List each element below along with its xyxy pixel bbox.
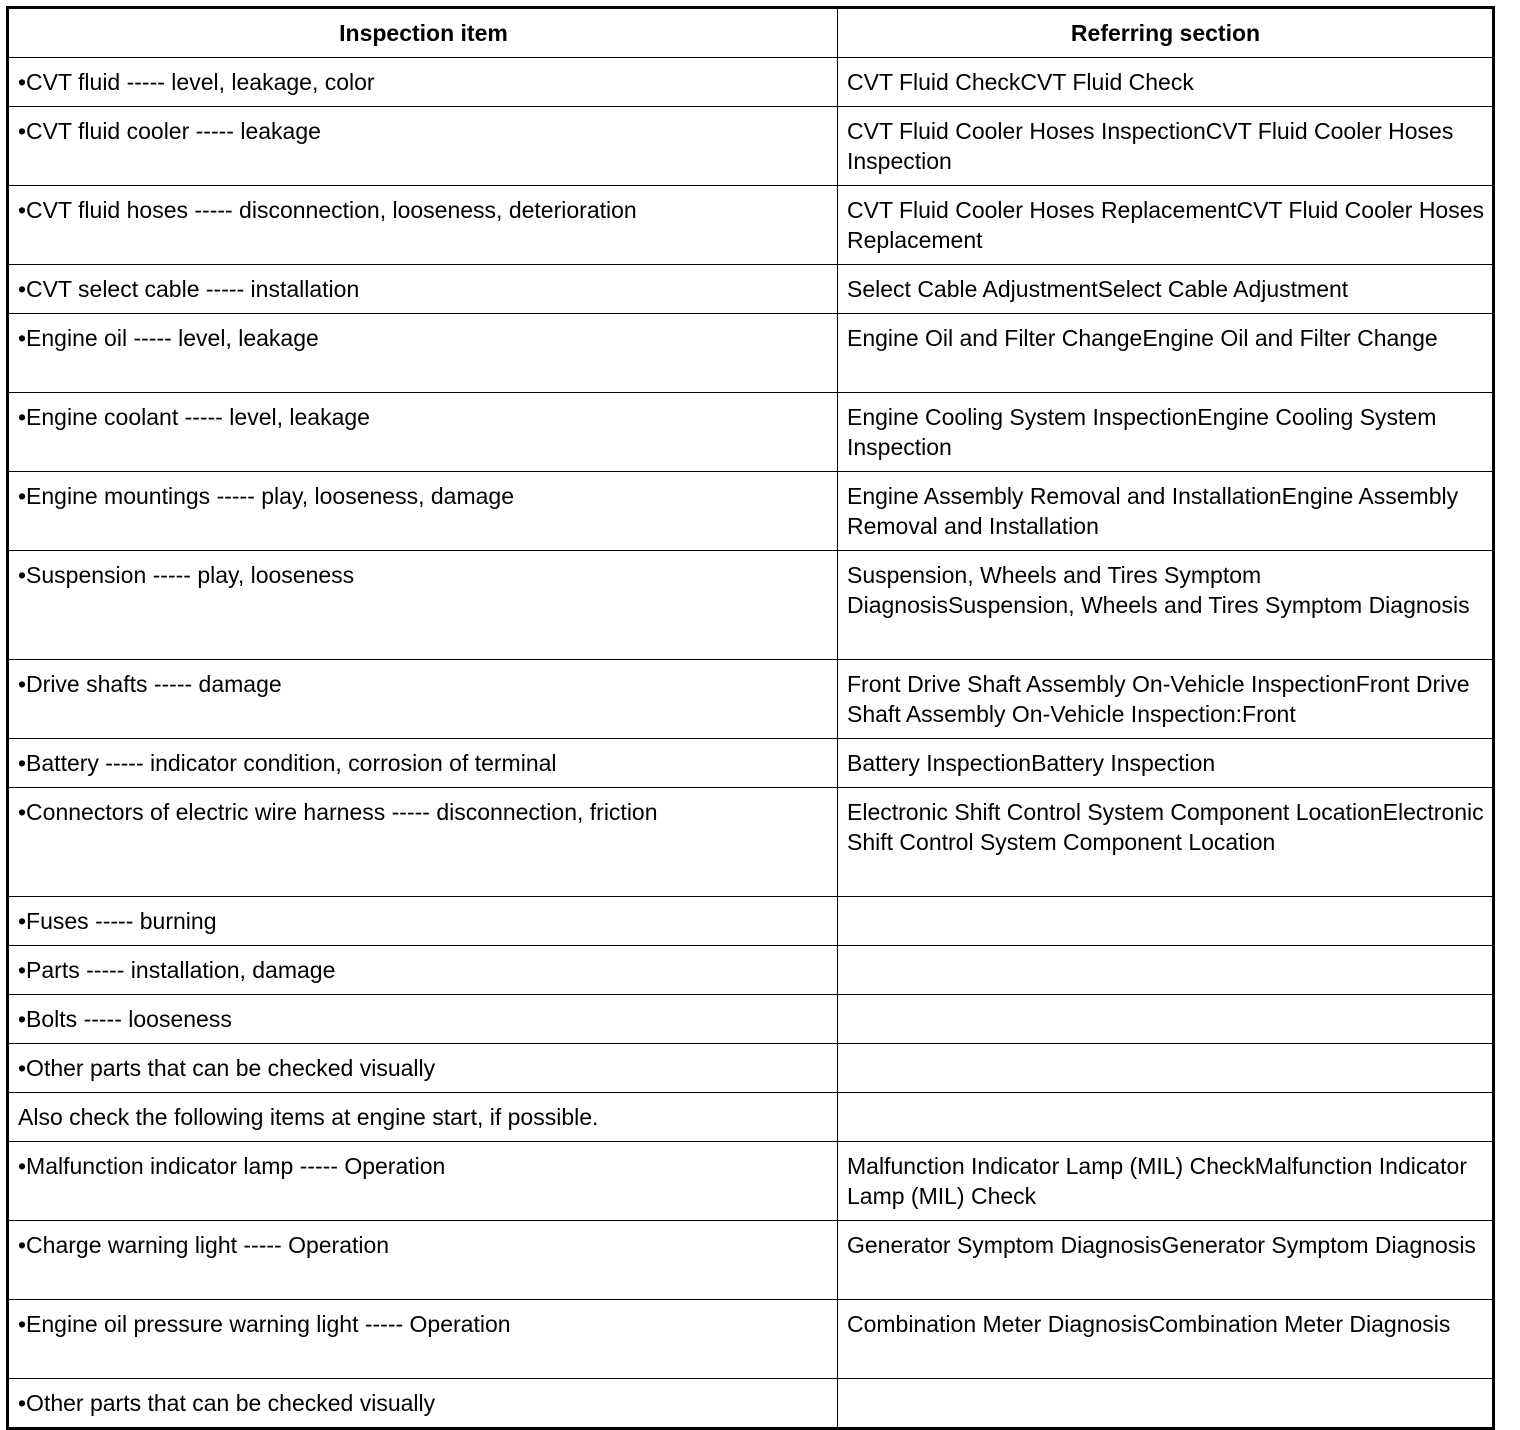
referring-section-cell: Malfunction Indicator Lamp (MIL) CheckMalfunction Indicator Lamp (MIL) Check	[838, 1142, 1494, 1221]
table-row	[8, 393, 1494, 472]
header-referring-section: Referring section	[838, 8, 1494, 58]
table-row	[8, 1221, 1494, 1300]
inspection-item-cell: •Parts ----- installation, damage	[8, 946, 838, 995]
inspection-item-cell: •CVT fluid ----- level, leakage, color	[8, 58, 838, 107]
inspection-item-cell: •Bolts ----- looseness	[8, 995, 838, 1044]
table-row	[8, 186, 1494, 265]
referring-section-cell: CVT Fluid Cooler Hoses InspectionCVT Fluid Cooler Hoses Inspection	[838, 107, 1494, 186]
referring-section-cell: Generator Symptom DiagnosisGenerator Symptom Diagnosis	[838, 1221, 1494, 1300]
inspection-item-cell: •Engine coolant ----- level, leakage	[8, 393, 838, 472]
inspection-item-cell: •Engine oil ----- level, leakage	[8, 314, 838, 393]
referring-section-cell	[838, 1379, 1494, 1429]
table-row	[8, 107, 1494, 186]
table-row	[8, 1044, 1494, 1093]
inspection-item-cell: •Suspension ----- play, looseness	[8, 551, 838, 660]
referring-section-cell	[838, 946, 1494, 995]
referring-section-cell: Engine Assembly Removal and InstallationEngine Assembly Removal and Installation	[838, 472, 1494, 551]
table-row	[8, 995, 1494, 1044]
referring-section-cell: Suspension, Wheels and Tires Symptom DiagnosisSuspension, Wheels and Tires Symptom Diagnosis	[838, 551, 1494, 660]
inspection-item-cell: Also check the following items at engine start, if possible.	[8, 1093, 838, 1142]
inspection-item-cell: •Connectors of electric wire harness ----- disconnection, friction	[8, 788, 838, 897]
header-row	[8, 8, 1494, 58]
inspection-item-cell: •Engine mountings ----- play, looseness, damage	[8, 472, 838, 551]
referring-section-cell: Front Drive Shaft Assembly On-Vehicle InspectionFront Drive Shaft Assembly On-Vehicle Inspection:Front	[838, 660, 1494, 739]
inspection-item-cell: •Battery ----- indicator condition, corrosion of terminal	[8, 739, 838, 788]
inspection-item-cell: •Engine oil pressure warning light ----- Operation	[8, 1300, 838, 1379]
table-row	[8, 265, 1494, 314]
referring-section-cell: Select Cable AdjustmentSelect Cable Adjustment	[838, 265, 1494, 314]
inspection-item-cell: •Charge warning light ----- Operation	[8, 1221, 838, 1300]
header-inspection-item: Inspection item	[8, 8, 838, 58]
table-row	[8, 946, 1494, 995]
inspection-item-cell: •CVT fluid hoses ----- disconnection, looseness, deterioration	[8, 186, 838, 265]
table-row	[8, 1379, 1494, 1429]
referring-section-cell: Battery InspectionBattery Inspection	[838, 739, 1494, 788]
referring-section-cell: Electronic Shift Control System Component LocationElectronic Shift Control System Component Location	[838, 788, 1494, 897]
referring-section-cell: Combination Meter DiagnosisCombination Meter Diagnosis	[838, 1300, 1494, 1379]
table-row	[8, 788, 1494, 897]
inspection-item-cell: •Malfunction indicator lamp ----- Operation	[8, 1142, 838, 1221]
table-row	[8, 551, 1494, 660]
inspection-table	[6, 6, 1495, 1430]
table-row	[8, 58, 1494, 107]
referring-section-cell	[838, 897, 1494, 946]
inspection-item-cell: •CVT select cable ----- installation	[8, 265, 838, 314]
table-row	[8, 897, 1494, 946]
inspection-item-cell: •CVT fluid cooler ----- leakage	[8, 107, 838, 186]
table-row	[8, 314, 1494, 393]
table-row	[8, 660, 1494, 739]
table-row	[8, 1300, 1494, 1379]
referring-section-cell: Engine Oil and Filter ChangeEngine Oil and Filter Change	[838, 314, 1494, 393]
inspection-item-cell: •Drive shafts ----- damage	[8, 660, 838, 739]
referring-section-cell	[838, 1093, 1494, 1142]
table-row	[8, 472, 1494, 551]
table-row	[8, 739, 1494, 788]
table-row	[8, 1142, 1494, 1221]
inspection-item-cell: •Other parts that can be checked visually	[8, 1379, 838, 1429]
referring-section-cell	[838, 995, 1494, 1044]
referring-section-cell: CVT Fluid Cooler Hoses ReplacementCVT Fluid Cooler Hoses Replacement	[838, 186, 1494, 265]
inspection-item-cell: •Fuses ----- burning	[8, 897, 838, 946]
referring-section-cell	[838, 1044, 1494, 1093]
table-row	[8, 1093, 1494, 1142]
inspection-item-cell: •Other parts that can be checked visually	[8, 1044, 838, 1093]
referring-section-cell: CVT Fluid CheckCVT Fluid Check	[838, 58, 1494, 107]
referring-section-cell: Engine Cooling System InspectionEngine Cooling System Inspection	[838, 393, 1494, 472]
